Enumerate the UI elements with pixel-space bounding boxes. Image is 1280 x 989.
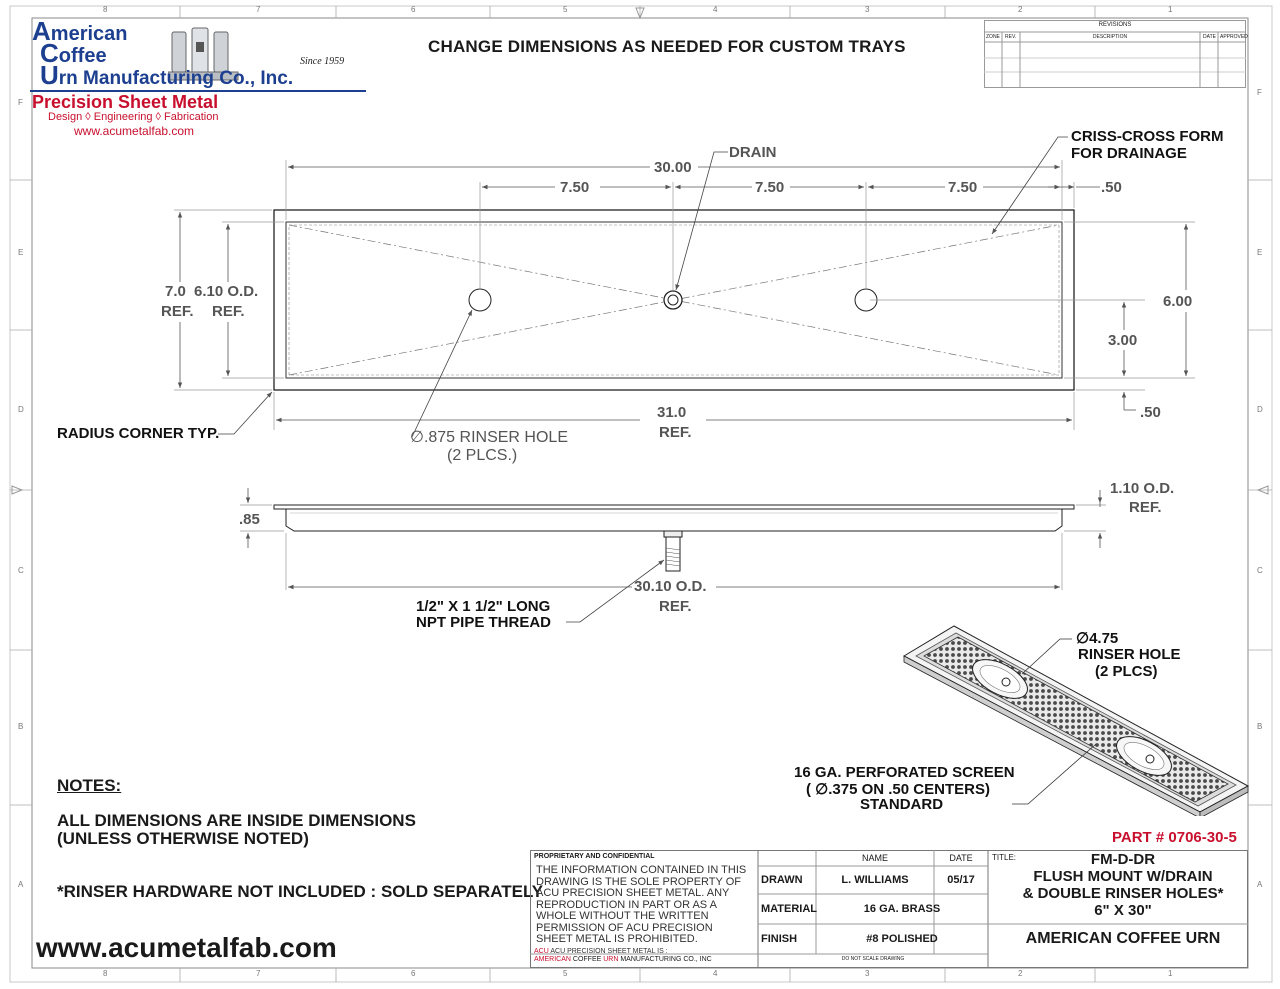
- zone-col-label: 8: [103, 969, 108, 978]
- zone-col-label: 2: [1018, 5, 1023, 14]
- footer-manufacturing: MANUFACTURING CO., INC: [618, 956, 712, 963]
- rinser-hole-label: ∅.875 RINSER HOLE: [410, 429, 568, 446]
- dim-inner-od-label: REF.: [212, 303, 245, 320]
- zone-col-label: 7: [256, 969, 261, 978]
- col-name-header: NAME: [861, 853, 888, 863]
- logo-since: Since 1959: [300, 56, 345, 67]
- dim-rinser-spacing-3: 7.50: [948, 179, 978, 196]
- dim-half-width: 3.00: [1108, 332, 1138, 349]
- logo-word: merican: [50, 23, 128, 45]
- title-label: TITLE:: [992, 853, 1017, 862]
- rinser-hole-count: (2 PLCS.): [447, 447, 518, 464]
- revisions-col-description: DESCRIPTION: [1092, 34, 1128, 40]
- drawing-title-code: FM-D-DR: [1090, 851, 1156, 868]
- footer-urn: URN: [603, 956, 619, 963]
- revisions-col-rev: REV.: [1005, 34, 1017, 40]
- zone-row-label: D: [18, 405, 24, 414]
- pipe-thread-label-2: NPT PIPE THREAD: [416, 614, 552, 631]
- revisions-title: REVISIONS: [1098, 22, 1132, 28]
- logo-initial-c: C: [40, 38, 59, 68]
- zone-col-label: 3: [865, 5, 870, 14]
- col-date-header: DATE: [949, 853, 973, 863]
- zone-col-label: 3: [865, 969, 870, 978]
- drawing-title-line-2: FLUSH MOUNT W/DRAIN: [1033, 868, 1213, 885]
- revisions-col-date: DATE: [1203, 34, 1216, 40]
- material-label: MATERIAL: [761, 903, 818, 915]
- zone-row-label: D: [1257, 405, 1263, 414]
- company-footer: [534, 956, 712, 963]
- finish-label: FINISH: [761, 933, 798, 945]
- zone-row-label: F: [18, 98, 23, 107]
- zone-col-label: 8: [103, 5, 108, 14]
- zone-col-label: 5: [563, 5, 568, 14]
- material-value: 16 GA. BRASS: [863, 903, 941, 915]
- drawing-title-size: 6" X 30": [1094, 902, 1152, 919]
- criss-cross-label-1: CRISS-CROSS FORM: [1071, 128, 1224, 145]
- dim-flange-bottom: .50: [1140, 404, 1161, 421]
- zone-col-label: 2: [1018, 969, 1023, 978]
- title-block: [530, 850, 1248, 968]
- logo-precision: Precision Sheet Metal: [32, 92, 219, 112]
- note-rinser-hardware: *RINSER HARDWARE NOT INCLUDED : SOLD SEPARATELY: [57, 882, 544, 901]
- logo-word: rn Manufacturing Co., Inc.: [58, 68, 294, 89]
- dim-tray-depth: .85: [239, 511, 260, 528]
- zone-row-label: A: [18, 880, 24, 889]
- title-block-company: AMERICAN COFFEE URN: [1025, 930, 1221, 947]
- acu-footer-text: ACU PRECISION SHEET METAL IS :: [550, 948, 668, 955]
- logo-initial-a: A: [32, 16, 51, 46]
- zone-row-label: E: [18, 248, 24, 257]
- zone-row-label: A: [1257, 880, 1263, 889]
- note-inside-dimensions: ALL DIMENSIONS ARE INSIDE DIMENSIONS: [57, 811, 416, 830]
- zone-col-label: 4: [713, 5, 718, 14]
- drawn-date: 05/17: [947, 874, 975, 886]
- dim-outer-length: 31.0: [657, 404, 687, 421]
- radius-corner-label: RADIUS CORNER TYP.: [57, 425, 220, 442]
- dim-overall-height-label: REF.: [1129, 499, 1162, 516]
- dim-width-ref-label: REF.: [161, 303, 194, 320]
- iso-rinser-count: (2 PLCS): [1095, 663, 1158, 680]
- dim-inside-width: 6.00: [1163, 293, 1193, 310]
- revisions-col-approved: APPROVED: [1220, 34, 1248, 40]
- footer-coffee: COFFEE: [570, 956, 604, 963]
- drain-label: DRAIN: [729, 144, 777, 161]
- custom-trays-note: CHANGE DIMENSIONS AS NEEDED FOR CUSTOM TRAYS: [428, 37, 906, 56]
- do-not-scale-note: DO NOT SCALE DRAWING: [841, 956, 905, 962]
- zone-col-label: 6: [411, 5, 416, 14]
- iso-rinser-diameter: ∅4.75: [1076, 630, 1119, 647]
- dim-rinser-spacing-1: 7.50: [560, 179, 590, 196]
- revisions-col-zone: ZONE: [986, 34, 1000, 40]
- dim-rinser-spacing-2: 7.50: [755, 179, 785, 196]
- screen-spec-label-3: STANDARD: [860, 796, 944, 813]
- drawn-label: DRAWN: [761, 874, 803, 886]
- zone-row-label: C: [18, 566, 24, 575]
- zone-row-label: B: [18, 722, 24, 731]
- dim-pan-length-label: REF.: [659, 598, 692, 615]
- screen-spec-label-1: 16 GA. PERFORATED SCREEN: [794, 764, 1015, 781]
- finish-value: #8 POLISHED: [866, 933, 938, 945]
- drawn-name: L. WILLIAMS: [841, 874, 909, 886]
- drawing-title-line-3: & DOUBLE RINSER HOLES*: [1022, 885, 1224, 902]
- zone-row-label: E: [1257, 248, 1263, 257]
- logo-initial-u: U: [40, 60, 59, 90]
- acu-footer: [534, 948, 668, 955]
- zone-col-label: 7: [256, 5, 261, 14]
- zone-row-label: C: [1257, 566, 1263, 575]
- footer-website: www.acumetalfab.com: [36, 932, 337, 963]
- criss-cross-label-2: FOR DRAINAGE: [1071, 145, 1187, 162]
- logo-word: offee: [58, 45, 107, 67]
- zone-col-label: 4: [713, 969, 718, 978]
- logo-services: Design ◊ Engineering ◊ Fabrication: [48, 111, 219, 123]
- proprietary-title: PROPRIETARY AND CONFIDENTIAL: [534, 853, 655, 860]
- notes-title: NOTES:: [57, 776, 122, 795]
- isometric-tray-view: [896, 616, 1256, 816]
- part-number: PART # 0706-30-5: [1112, 829, 1237, 846]
- note-unless-otherwise: (UNLESS OTHERWISE NOTED): [57, 829, 309, 848]
- dim-inner-od: 6.10 O.D.: [194, 283, 259, 300]
- acu-red-prefix: ACU: [534, 948, 549, 955]
- footer-american: AMERICAN: [534, 956, 571, 963]
- dim-outer-length-label: REF.: [659, 424, 692, 441]
- zone-col-label: 1: [1168, 969, 1173, 978]
- zone-col-label: 6: [411, 969, 416, 978]
- zone-col-label: 1: [1168, 5, 1173, 14]
- zone-row-label: B: [1257, 722, 1263, 731]
- screen-spec-label-2: ( ∅.375 ON .50 CENTERS): [806, 781, 990, 798]
- logo-website: www.acumetalfab.com: [74, 124, 195, 138]
- zone-col-label: 5: [563, 969, 568, 978]
- dim-overall-height: 1.10 O.D.: [1110, 480, 1175, 497]
- pipe-thread-label-1: 1/2" X 1 1/2" LONG: [416, 598, 551, 615]
- iso-rinser-label: RINSER HOLE: [1078, 646, 1181, 663]
- proprietary-body: THE INFORMATION CONTAINED IN THIS DRAWING IS THE SOLE PROPERTY OF ACU PRECISION SHEET METAL. ANY REPRODUCTION IN PART OR AS A WHOLE WITHOUT THE WRITTEN PERMISSION OF ACU PRECISION SHEET METAL IS PROHIBITED.: [536, 864, 747, 945]
- dim-pan-length: 30.10 O.D.: [634, 578, 707, 595]
- dim-overall-length: 30.00: [654, 159, 692, 176]
- zone-row-label: F: [1257, 88, 1262, 97]
- dim-flange-top: .50: [1101, 179, 1122, 196]
- dim-width-ref: 7.0: [165, 283, 186, 300]
